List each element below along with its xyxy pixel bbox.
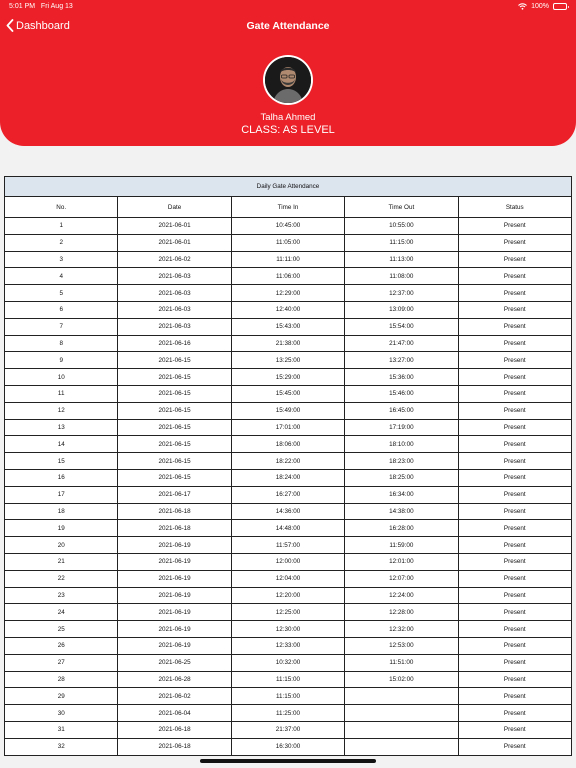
table-row — [5, 251, 572, 268]
cell-status: Present — [458, 369, 571, 386]
cell-status: Present — [458, 503, 571, 520]
table-row — [5, 318, 572, 335]
cell-time-out: 13:09:00 — [345, 301, 458, 318]
cell-time-in: 11:06:00 — [231, 268, 344, 285]
cell-no: 5 — [5, 285, 118, 302]
cell-date: 2021-06-19 — [118, 587, 231, 604]
cell-status: Present — [458, 537, 571, 554]
table-row — [5, 436, 572, 453]
status-indicators — [518, 3, 567, 10]
cell-time-out: 11:13:00 — [345, 251, 458, 268]
student-name: Talha Ahmed — [260, 112, 316, 123]
cell-time-in: 13:25:00 — [231, 352, 344, 369]
cell-date: 2021-06-03 — [118, 268, 231, 285]
cell-no: 11 — [5, 385, 118, 402]
cell-date: 2021-06-15 — [118, 469, 231, 486]
cell-date: 2021-06-03 — [118, 301, 231, 318]
back-button-label: Dashboard — [16, 19, 70, 32]
wifi-icon — [518, 3, 527, 10]
cell-time-out — [345, 688, 458, 705]
cell-status: Present — [458, 604, 571, 621]
table-header-row — [5, 197, 572, 218]
column-header-time-in: Time In — [231, 197, 344, 218]
status-date: Fri Aug 13 — [40, 3, 73, 10]
cell-no: 1 — [5, 218, 118, 235]
cell-no: 25 — [5, 621, 118, 638]
status-bar — [0, 0, 576, 14]
cell-time-out — [345, 738, 458, 755]
home-indicator[interactable] — [200, 759, 376, 763]
cell-time-in: 12:29:00 — [231, 285, 344, 302]
cell-time-out — [345, 721, 458, 738]
cell-date: 2021-06-19 — [118, 553, 231, 570]
table-row — [5, 486, 572, 503]
table-row — [5, 705, 572, 722]
avatar — [263, 55, 313, 105]
cell-status: Present — [458, 570, 571, 587]
cell-time-out: 15:02:00 — [345, 671, 458, 688]
cell-status: Present — [458, 234, 571, 251]
cell-time-out: 16:45:00 — [345, 402, 458, 419]
table-row — [5, 688, 572, 705]
cell-status: Present — [458, 251, 571, 268]
cell-time-out: 12:28:00 — [345, 604, 458, 621]
cell-time-out: 10:55:00 — [345, 218, 458, 235]
cell-time-out: 16:28:00 — [345, 520, 458, 537]
table-row — [5, 218, 572, 235]
cell-date: 2021-06-01 — [118, 234, 231, 251]
table-row — [5, 537, 572, 554]
cell-date: 2021-06-01 — [118, 218, 231, 235]
cell-no: 17 — [5, 486, 118, 503]
table-row — [5, 738, 572, 755]
cell-time-out: 12:24:00 — [345, 587, 458, 604]
column-header-no: No. — [5, 197, 118, 218]
cell-time-out: 13:27:00 — [345, 352, 458, 369]
cell-no: 6 — [5, 301, 118, 318]
cell-time-in: 15:43:00 — [231, 318, 344, 335]
cell-time-in: 21:38:00 — [231, 335, 344, 352]
table-row — [5, 503, 572, 520]
cell-date: 2021-06-19 — [118, 621, 231, 638]
table-row — [5, 671, 572, 688]
cell-status: Present — [458, 553, 571, 570]
cell-time-in: 16:27:00 — [231, 486, 344, 503]
cell-status: Present — [458, 738, 571, 755]
attendance-table-container[interactable] — [4, 176, 572, 756]
cell-date: 2021-06-15 — [118, 402, 231, 419]
column-header-status: Status — [458, 197, 571, 218]
cell-time-in: 10:45:00 — [231, 218, 344, 235]
cell-time-out: 21:47:00 — [345, 335, 458, 352]
cell-no: 10 — [5, 369, 118, 386]
cell-time-out: 12:37:00 — [345, 285, 458, 302]
cell-time-out: 12:32:00 — [345, 621, 458, 638]
cell-date: 2021-06-19 — [118, 604, 231, 621]
cell-time-out: 15:46:00 — [345, 385, 458, 402]
cell-date: 2021-06-25 — [118, 654, 231, 671]
cell-time-in: 18:24:00 — [231, 469, 344, 486]
page-title: Gate Attendance — [246, 20, 330, 32]
cell-no: 28 — [5, 671, 118, 688]
cell-time-out: 12:53:00 — [345, 637, 458, 654]
cell-no: 7 — [5, 318, 118, 335]
cell-no: 15 — [5, 453, 118, 470]
cell-status: Present — [458, 721, 571, 738]
cell-time-out: 16:34:00 — [345, 486, 458, 503]
cell-status: Present — [458, 453, 571, 470]
cell-time-out — [345, 705, 458, 722]
table-row — [5, 369, 572, 386]
cell-time-in: 15:45:00 — [231, 385, 344, 402]
cell-time-out: 18:23:00 — [345, 453, 458, 470]
cell-time-out: 18:25:00 — [345, 469, 458, 486]
cell-status: Present — [458, 419, 571, 436]
table-row — [5, 570, 572, 587]
table-body — [5, 218, 572, 756]
cell-time-in: 11:11:00 — [231, 251, 344, 268]
cell-no: 12 — [5, 402, 118, 419]
cell-time-in: 11:57:00 — [231, 537, 344, 554]
cell-time-out: 11:15:00 — [345, 234, 458, 251]
cell-time-in: 21:37:00 — [231, 721, 344, 738]
table-row — [5, 721, 572, 738]
cell-status: Present — [458, 654, 571, 671]
cell-date: 2021-06-15 — [118, 352, 231, 369]
cell-status: Present — [458, 218, 571, 235]
profile-header — [0, 0, 576, 146]
cell-date: 2021-06-19 — [118, 570, 231, 587]
cell-no: 19 — [5, 520, 118, 537]
cell-status: Present — [458, 436, 571, 453]
table-row — [5, 587, 572, 604]
column-header-time-out: Time Out — [345, 197, 458, 218]
battery-percent: 100% — [531, 3, 549, 10]
status-time: 5:01 PM — [9, 3, 36, 10]
cell-status: Present — [458, 671, 571, 688]
cell-no: 29 — [5, 688, 118, 705]
cell-date: 2021-06-02 — [118, 688, 231, 705]
cell-date: 2021-06-03 — [118, 285, 231, 302]
cell-status: Present — [458, 587, 571, 604]
cell-time-in: 12:33:00 — [231, 637, 344, 654]
cell-date: 2021-06-19 — [118, 537, 231, 554]
cell-date: 2021-06-15 — [118, 453, 231, 470]
cell-no: 14 — [5, 436, 118, 453]
table-row — [5, 637, 572, 654]
cell-time-out: 11:59:00 — [345, 537, 458, 554]
cell-date: 2021-06-15 — [118, 385, 231, 402]
cell-date: 2021-06-28 — [118, 671, 231, 688]
cell-date: 2021-06-18 — [118, 738, 231, 755]
cell-time-in: 16:30:00 — [231, 738, 344, 755]
cell-time-out: 17:19:00 — [345, 419, 458, 436]
cell-date: 2021-06-16 — [118, 335, 231, 352]
cell-no: 21 — [5, 553, 118, 570]
cell-time-out: 18:10:00 — [345, 436, 458, 453]
column-header-date: Date — [118, 197, 231, 218]
cell-time-in: 12:40:00 — [231, 301, 344, 318]
cell-no: 9 — [5, 352, 118, 369]
table-row — [5, 385, 572, 402]
cell-status: Present — [458, 688, 571, 705]
cell-date: 2021-06-18 — [118, 721, 231, 738]
cell-time-out: 14:38:00 — [345, 503, 458, 520]
cell-no: 24 — [5, 604, 118, 621]
cell-date: 2021-06-17 — [118, 486, 231, 503]
cell-no: 31 — [5, 721, 118, 738]
cell-time-in: 12:30:00 — [231, 621, 344, 638]
cell-status: Present — [458, 301, 571, 318]
cell-status: Present — [458, 352, 571, 369]
cell-no: 8 — [5, 335, 118, 352]
cell-date: 2021-06-02 — [118, 251, 231, 268]
cell-status: Present — [458, 402, 571, 419]
cell-no: 27 — [5, 654, 118, 671]
cell-time-out: 15:54:00 — [345, 318, 458, 335]
cell-date: 2021-06-03 — [118, 318, 231, 335]
cell-status: Present — [458, 385, 571, 402]
cell-no: 20 — [5, 537, 118, 554]
cell-time-in: 17:01:00 — [231, 419, 344, 436]
table-row — [5, 402, 572, 419]
table-row — [5, 469, 572, 486]
cell-time-in: 11:15:00 — [231, 688, 344, 705]
cell-time-in: 14:48:00 — [231, 520, 344, 537]
cell-status: Present — [458, 637, 571, 654]
cell-time-in: 12:00:00 — [231, 553, 344, 570]
cell-no: 18 — [5, 503, 118, 520]
cell-time-in: 15:49:00 — [231, 402, 344, 419]
cell-time-out: 12:07:00 — [345, 570, 458, 587]
cell-time-out: 12:01:00 — [345, 553, 458, 570]
cell-date: 2021-06-15 — [118, 419, 231, 436]
table-row — [5, 301, 572, 318]
cell-time-in: 14:36:00 — [231, 503, 344, 520]
cell-time-in: 12:04:00 — [231, 570, 344, 587]
cell-no: 30 — [5, 705, 118, 722]
table-row — [5, 654, 572, 671]
cell-no: 3 — [5, 251, 118, 268]
table-row — [5, 268, 572, 285]
table-row — [5, 285, 572, 302]
cell-time-in: 12:25:00 — [231, 604, 344, 621]
cell-time-in: 12:20:00 — [231, 587, 344, 604]
cell-status: Present — [458, 318, 571, 335]
cell-time-out: 11:51:00 — [345, 654, 458, 671]
table-row — [5, 335, 572, 352]
table-row — [5, 352, 572, 369]
cell-status: Present — [458, 520, 571, 537]
cell-no: 2 — [5, 234, 118, 251]
battery-icon — [553, 3, 567, 10]
cell-no: 13 — [5, 419, 118, 436]
table-row — [5, 604, 572, 621]
cell-date: 2021-06-19 — [118, 637, 231, 654]
cell-time-in: 11:25:00 — [231, 705, 344, 722]
cell-date: 2021-06-18 — [118, 503, 231, 520]
avatar-photo — [265, 57, 311, 103]
cell-time-in: 11:05:00 — [231, 234, 344, 251]
cell-status: Present — [458, 469, 571, 486]
table-row — [5, 419, 572, 436]
cell-time-out: 15:36:00 — [345, 369, 458, 386]
table-row — [5, 234, 572, 251]
cell-status: Present — [458, 621, 571, 638]
cell-status: Present — [458, 486, 571, 503]
cell-no: 4 — [5, 268, 118, 285]
cell-time-in: 10:32:00 — [231, 654, 344, 671]
cell-status: Present — [458, 705, 571, 722]
student-class: CLASS: AS LEVEL — [241, 124, 335, 136]
cell-no: 32 — [5, 738, 118, 755]
cell-no: 22 — [5, 570, 118, 587]
table-row — [5, 553, 572, 570]
cell-time-in: 11:15:00 — [231, 671, 344, 688]
cell-time-in: 15:29:00 — [231, 369, 344, 386]
cell-date: 2021-06-18 — [118, 520, 231, 537]
cell-no: 26 — [5, 637, 118, 654]
cell-status: Present — [458, 335, 571, 352]
status-time-date — [9, 3, 73, 10]
table-caption-row — [5, 177, 572, 197]
table-caption: Daily Gate Attendance — [5, 177, 572, 197]
table-row — [5, 520, 572, 537]
table-row — [5, 621, 572, 638]
cell-status: Present — [458, 285, 571, 302]
cell-no: 16 — [5, 469, 118, 486]
cell-time-in: 18:22:00 — [231, 453, 344, 470]
cell-date: 2021-06-15 — [118, 369, 231, 386]
attendance-table — [4, 176, 572, 756]
cell-date: 2021-06-04 — [118, 705, 231, 722]
table-row — [5, 453, 572, 470]
cell-time-out: 11:08:00 — [345, 268, 458, 285]
cell-status: Present — [458, 268, 571, 285]
cell-no: 23 — [5, 587, 118, 604]
cell-date: 2021-06-15 — [118, 436, 231, 453]
cell-time-in: 18:06:00 — [231, 436, 344, 453]
